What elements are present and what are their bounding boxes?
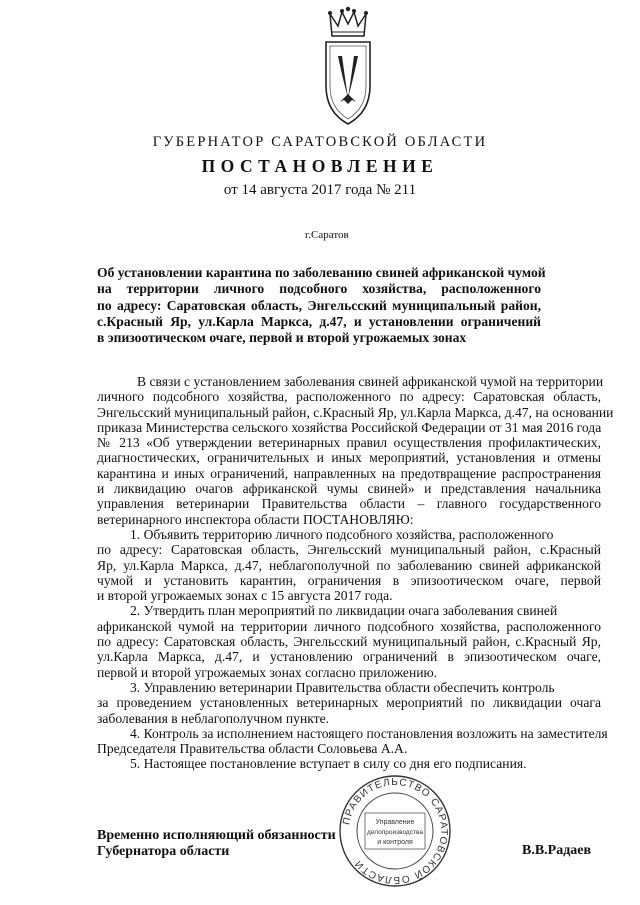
body-line: за проведением установленных ветеринарных мероприятий по ликвидации очага bbox=[97, 695, 601, 711]
issuing-authority: ГУБЕРНАТОР САРАТОВСКОЙ ОБЛАСТИ bbox=[152, 134, 488, 150]
body-line: чумой и установить карантин, ограничения в эпизоотическом очаге, первой bbox=[97, 572, 601, 588]
document-date-number: от 14 августа 2017 года № 211 bbox=[223, 182, 417, 198]
body-line: личного подсобного хозяйства, расположенного по адресу: Саратовская область, bbox=[97, 389, 601, 405]
subject-line: по адресу: Саратовская область, Энгельсский муниципальный район, bbox=[97, 297, 541, 313]
signer-position-line: Губернатора области bbox=[97, 844, 230, 859]
preamble-paragraph bbox=[97, 374, 614, 527]
body-line: Председателя Правительства области Соловьева А.А. bbox=[97, 741, 408, 757]
body-line: по адресу: Саратовская область, Энгельсский муниципальный район, с.Красный bbox=[97, 542, 601, 558]
subject-line: Об установлении карантина по заболеванию свиней африканской чумой bbox=[97, 265, 546, 280]
subject-line: в эпизоотическом очаге, первой и второй угрожаемых зонах bbox=[97, 330, 467, 346]
body-line: и второй угрожаемых зонах с 15 августа 2017 года. bbox=[97, 588, 393, 604]
body-line: африканской чумой на территории личного подсобного хозяйства, расположенного bbox=[97, 618, 601, 634]
body-line: 3. Управлению ветеринарии Правительства области обеспечить контроль bbox=[130, 679, 555, 695]
body-line: управления ветеринарии Правительства области – главного государственного bbox=[97, 496, 601, 512]
issuing-city: г.Саратов bbox=[305, 229, 349, 241]
body-line: и ликвидацию очагов африканской чумы свиней» и представления начальника bbox=[97, 481, 601, 497]
body-line: 4. Контроль за исполнением настоящего постановления возложить на заместителя bbox=[130, 725, 608, 741]
body-line: Яр, ул.Карла Маркса, д.47, неблагополучной по заболеванию свиней африканской bbox=[97, 557, 601, 573]
subject-line: на территории личного подсобного хозяйства, расположенного bbox=[97, 281, 541, 297]
body-line: по адресу: Саратовская область, Энгельсский муниципальный район, с.Красный Яр, bbox=[97, 634, 601, 650]
signer-position bbox=[97, 828, 336, 860]
seal-center-line: делопроизводства bbox=[367, 829, 423, 836]
seal-center-line: Управление bbox=[375, 819, 415, 826]
item-paragraph-2 bbox=[97, 603, 601, 679]
item-paragraph-1 bbox=[97, 527, 601, 603]
item-paragraph-5 bbox=[97, 756, 601, 771]
official-seal-stamp bbox=[337, 773, 453, 889]
document-type-title: ПОСТАНОВЛЕНИЕ bbox=[201, 156, 439, 176]
body-line: № 213 «Об утверждении ветеринарных правил осуществления профилактических, bbox=[97, 435, 601, 451]
body-line: первой и второй угрожаемых зонах согласно приложению. bbox=[97, 664, 438, 680]
subject-line: с.Красный Яр, ул.Карла Маркса, д.47, и установлении ограничений bbox=[97, 313, 541, 329]
body-line: 2. Утвердить план мероприятий по ликвидации очага заболевания свиней bbox=[130, 603, 558, 619]
signer-name: В.В.Радаев bbox=[522, 843, 592, 858]
seal-center-line: и контроля bbox=[377, 839, 413, 846]
document-body bbox=[97, 374, 614, 772]
signer-position-line: Временно исполняющий обязанности bbox=[97, 828, 336, 843]
saratov-coat-of-arms-icon bbox=[318, 6, 378, 130]
item-paragraph-4 bbox=[97, 725, 608, 757]
body-line: ул.Карла Маркса, д.47, и установлению ограничений в эпизоотическом очаге, bbox=[97, 649, 601, 665]
body-line: В связи с установлением заболевания свиней африканской чумой на территории bbox=[137, 374, 604, 389]
body-line: Энгельсский муниципальный район, с.Красный Яр, ул.Карла Маркса, д.47, на основании bbox=[97, 404, 614, 420]
body-line: ветеринарного инспектора области ПОСТАНОВЛЯЮ: bbox=[97, 511, 414, 527]
seal-ring-text: ПРАВИТЕЛЬСТВО САРАТОВСКОЙ ОБЛАСТИ bbox=[341, 776, 450, 886]
body-line: приказа Министерства сельского хозяйства Российской Федерации от 31 мая 2016 года bbox=[97, 419, 602, 435]
body-line: заболевания в неблагополучном пункте. bbox=[97, 710, 330, 726]
body-line: диагностических, ограничительных и иных мероприятий, установления и отмены bbox=[97, 450, 601, 466]
document-subject bbox=[97, 265, 546, 346]
body-line: карантина и иных ограничений, направленных на предотвращение распространения bbox=[97, 465, 601, 481]
body-line: 1. Объявить территорию личного подсобного хозяйства, расположенного bbox=[130, 526, 554, 542]
item-paragraph-3 bbox=[97, 680, 601, 726]
body-line: 5. Настоящее постановление вступает в силу со дня его подписания. bbox=[130, 756, 527, 772]
